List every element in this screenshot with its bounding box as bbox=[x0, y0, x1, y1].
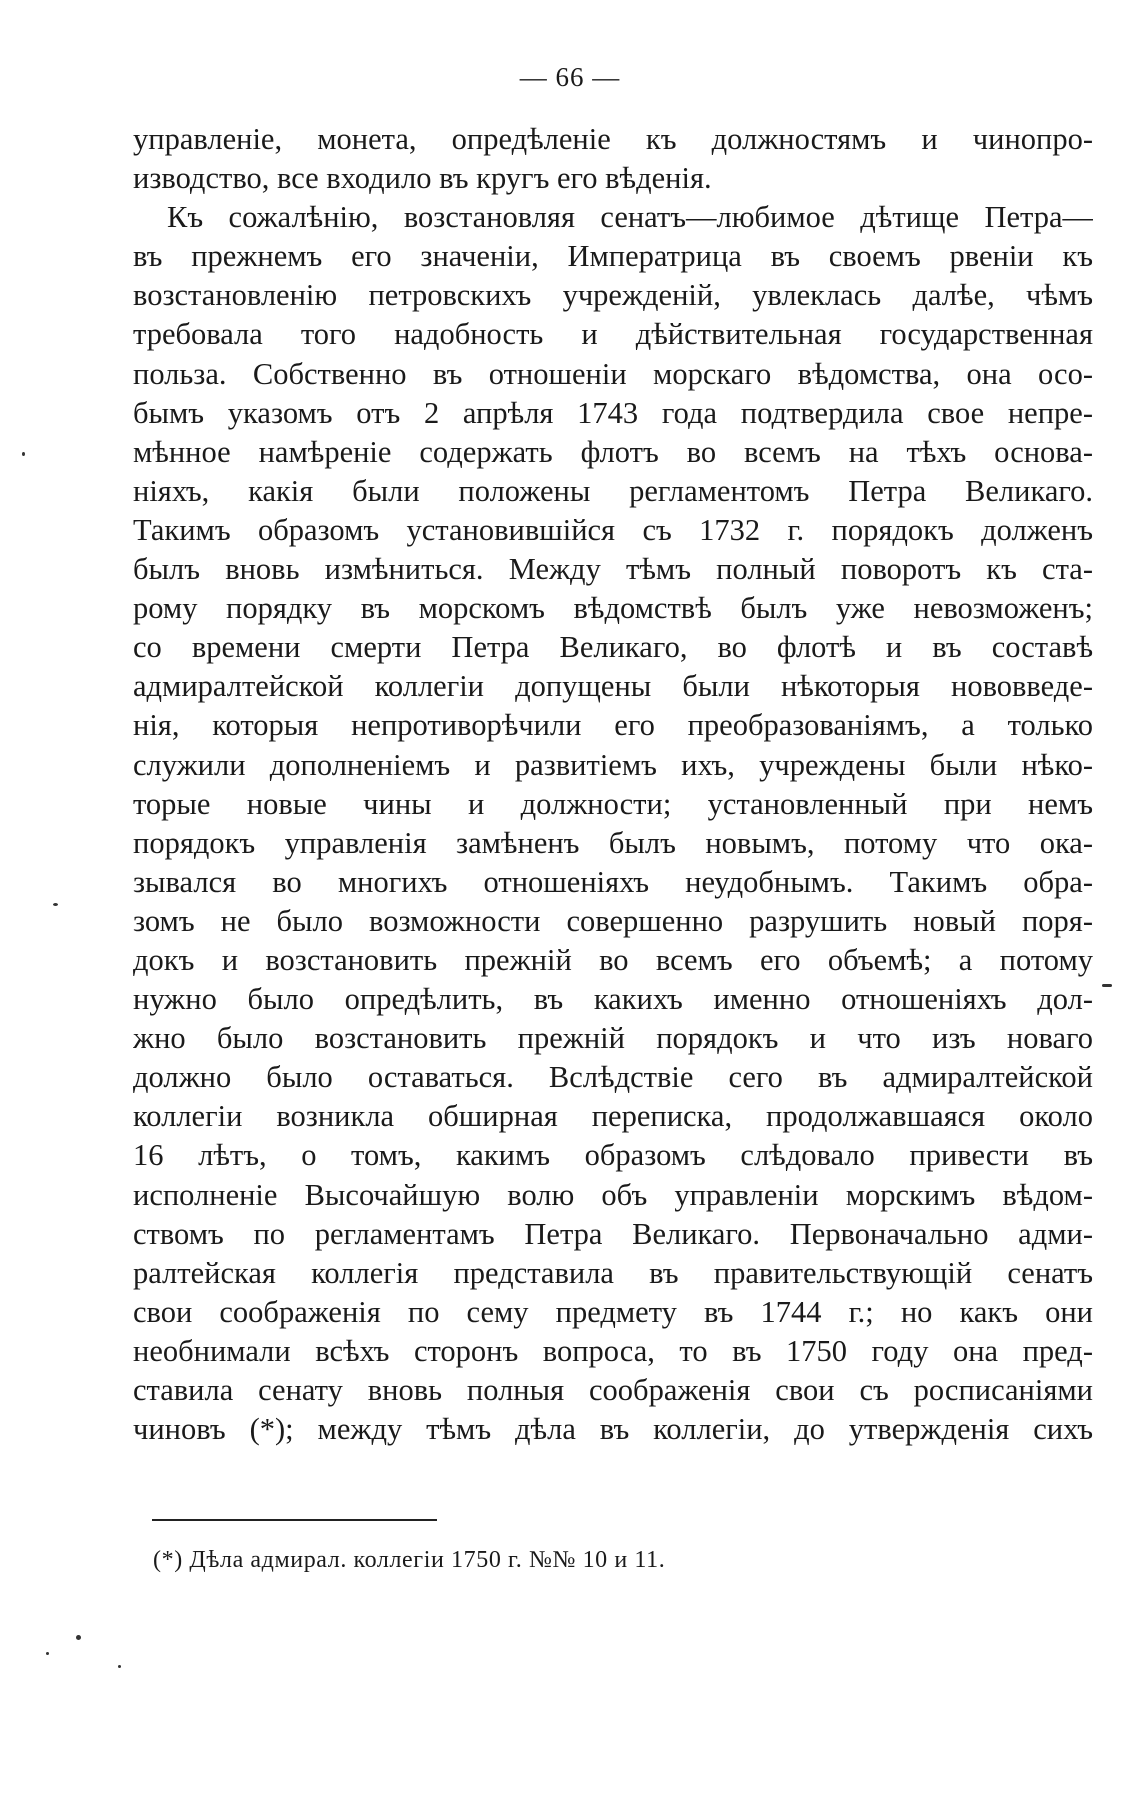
text-line-30: ралтейская коллегія представила въ правительствующій сенатъ bbox=[133, 1255, 1093, 1290]
text-line-20: зывался во многихъ отношеніяхъ неудобнымъ. Такимъ обра- bbox=[133, 864, 1093, 899]
text-line-3: Къ сожалѣнію, возстановляя сенатъ—любимое дѣтище Петра— bbox=[167, 200, 1093, 235]
scan-speck bbox=[22, 452, 25, 456]
text-line-21: зомъ не было возможности совершенно разрушить новый поря- bbox=[133, 903, 1093, 938]
text-line-26: коллегіи возникла обширная переписка, продолжавшаяся около bbox=[133, 1099, 1093, 1134]
text-line-17: служили дополненіемъ и развитіемъ ихъ, учреждены были нѣко- bbox=[133, 747, 1093, 782]
text-line-4: въ прежнемъ его значеніи, Императрица въ своемъ рвеніи къ bbox=[133, 239, 1093, 274]
footnote-divider bbox=[152, 1519, 437, 1521]
text-line-23: нужно было опредѣлить, въ какихъ именно отношеніяхъ дол- bbox=[133, 982, 1093, 1017]
text-line-16: нія, которыя непротиворѣчили его преобразованіямъ, а только bbox=[133, 708, 1093, 743]
text-line-28: исполненіе Высочайшую волю объ управленіи морскимъ вѣдом- bbox=[133, 1177, 1093, 1212]
text-line-12: былъ вновь измѣниться. Между тѣмъ полный поворотъ къ ста- bbox=[133, 552, 1093, 587]
scan-speck bbox=[76, 1635, 81, 1640]
text-line-10: ніяхъ, какія были положены регламентомъ Петра Великаго. bbox=[133, 473, 1093, 508]
text-line-5: возстановленію петровскихъ учрежденій, увлеклась далѣе, чѣмъ bbox=[133, 278, 1093, 313]
text-line-24: жно было возстановить прежній порядокъ и что изъ новаго bbox=[133, 1021, 1093, 1056]
footnote: (*) Дѣла адмирал. коллегіи 1750 г. №№ 10 и 11. bbox=[153, 1547, 666, 1573]
text-line-32: необнимали всѣхъ сторонъ вопроса, то въ 1750 году она пред- bbox=[133, 1333, 1093, 1368]
text-line-7: польза. Собственно въ отношеніи морскаго вѣдомства, она осо- bbox=[133, 356, 1093, 391]
text-line-9: мѣнное намѣреніе содержать флотъ во всемъ на тѣхъ основа- bbox=[133, 434, 1093, 469]
text-line-6: требовала того надобность и дѣйствительная государственная bbox=[133, 317, 1093, 352]
text-line-13: рому порядку въ морскомъ вѣдомствѣ былъ уже невозможенъ; bbox=[133, 591, 1093, 626]
text-line-29: ствомъ по регламентамъ Петра Великаго. Первоначально адми- bbox=[133, 1216, 1093, 1251]
text-line-15: адмиралтейской коллегіи допущены были нѣкоторыя нововведе- bbox=[133, 669, 1093, 704]
text-line-14: со времени смерти Петра Великаго, во флотѣ и въ составѣ bbox=[133, 630, 1093, 665]
scan-speck bbox=[46, 1652, 49, 1655]
text-line-19: порядокъ управленія замѣненъ былъ новымъ, потому что ока- bbox=[133, 825, 1093, 860]
text-line-1: управленіе, монета, опредѣленіе къ должностямъ и чинопро- bbox=[133, 122, 1093, 156]
text-line-31: свои соображенія по сему предмету въ 1744 г.; но какъ они bbox=[133, 1294, 1093, 1329]
text-line-8: бымъ указомъ отъ 2 апрѣля 1743 года подтвердила свое непре- bbox=[133, 395, 1093, 430]
scan-speck bbox=[118, 1665, 121, 1668]
text-line-18: торые новые чины и должности; установленный при немъ bbox=[133, 786, 1093, 821]
scan-speck bbox=[1102, 984, 1112, 987]
text-line-11: Такимъ образомъ установившійся съ 1732 г. порядокъ долженъ bbox=[133, 512, 1093, 547]
page-number: — 66 — bbox=[519, 62, 621, 92]
text-line-25: должно было оставаться. Вслѣдствіе сего въ адмиралтейской bbox=[133, 1060, 1093, 1095]
main-text bbox=[133, 120, 1093, 1449]
text-line-2: изводство, все входило въ кругъ его вѣденія. bbox=[133, 161, 712, 196]
text-line-22: докъ и возстановить прежній во всемъ его объемѣ; а потому bbox=[133, 942, 1093, 977]
text-line-34: чиновъ (*); между тѣмъ дѣла въ коллегіи, до утвержденія сихъ bbox=[133, 1412, 1093, 1447]
text-line-33: ставила сенату вновь полныя соображенія свои съ росписаніями bbox=[133, 1373, 1093, 1407]
scan-speck bbox=[53, 903, 58, 906]
text-line-27: 16 лѣтъ, о томъ, какимъ образомъ слѣдовало привести въ bbox=[133, 1138, 1093, 1173]
